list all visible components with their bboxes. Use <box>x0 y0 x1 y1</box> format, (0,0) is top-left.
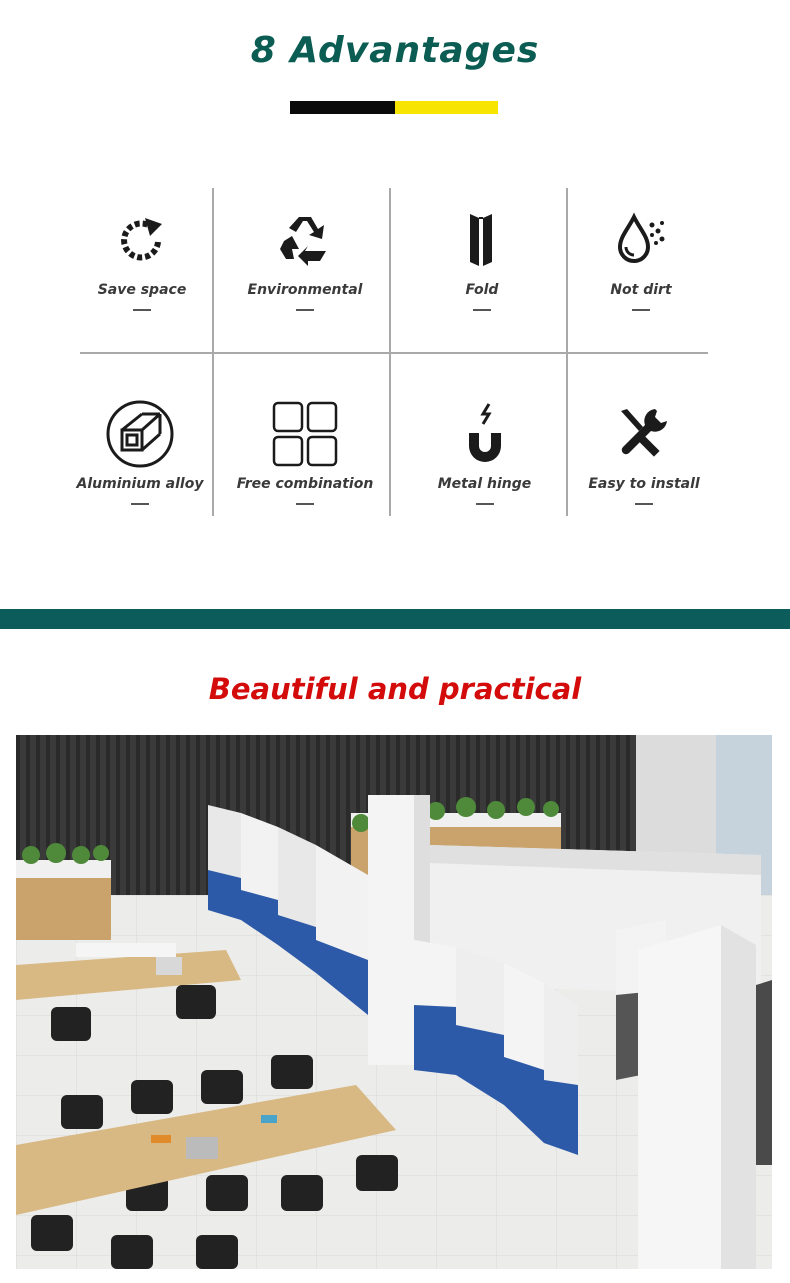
advantage-save-space <box>80 200 204 311</box>
label-dash <box>296 309 314 311</box>
four-squares-icon <box>265 394 345 474</box>
label-dash <box>632 309 650 311</box>
aluminium-profile-icon <box>100 394 180 474</box>
page-title: 8 Advantages <box>250 30 540 71</box>
advantage-metal-hinge <box>397 394 572 505</box>
office-photo <box>16 735 772 1269</box>
advantages-grid <box>76 188 708 516</box>
underline-black-bar <box>290 101 395 114</box>
recycle-icon <box>265 200 345 280</box>
advantage-label: Not dirt <box>610 282 672 298</box>
label-dash <box>131 503 149 505</box>
advantage-label: Metal hinge <box>437 476 532 492</box>
wrench-screwdriver-icon <box>604 394 684 474</box>
grid-divider <box>80 352 708 354</box>
underline-yellow-bar <box>395 101 498 114</box>
advantage-not-dirt <box>574 200 708 311</box>
advantage-label: Aluminium alloy <box>76 476 204 492</box>
advantage-easy-to-install <box>574 394 714 505</box>
magnet-icon <box>445 394 525 474</box>
advantage-label: Save space <box>97 282 187 298</box>
water-drop-icon <box>601 200 681 280</box>
advantage-aluminium-alloy <box>70 394 210 505</box>
advantage-label: Fold <box>465 282 499 298</box>
section-divider-band <box>0 609 790 629</box>
label-dash <box>296 503 314 505</box>
section-title: Beautiful and practical <box>208 672 582 706</box>
label-dash <box>476 503 494 505</box>
advantage-environmental <box>220 200 390 311</box>
advantage-label: Free combination <box>236 476 374 492</box>
advantage-free-combination <box>220 394 390 505</box>
label-dash <box>473 309 491 311</box>
rotate-arrow-icon <box>102 200 182 280</box>
label-dash <box>133 309 151 311</box>
folding-panel-icon <box>442 200 522 280</box>
label-dash <box>635 503 653 505</box>
advantage-label: Easy to install <box>588 476 700 492</box>
title-underline <box>290 101 498 114</box>
advantage-label: Environmental <box>247 282 363 298</box>
advantage-fold <box>397 200 567 311</box>
